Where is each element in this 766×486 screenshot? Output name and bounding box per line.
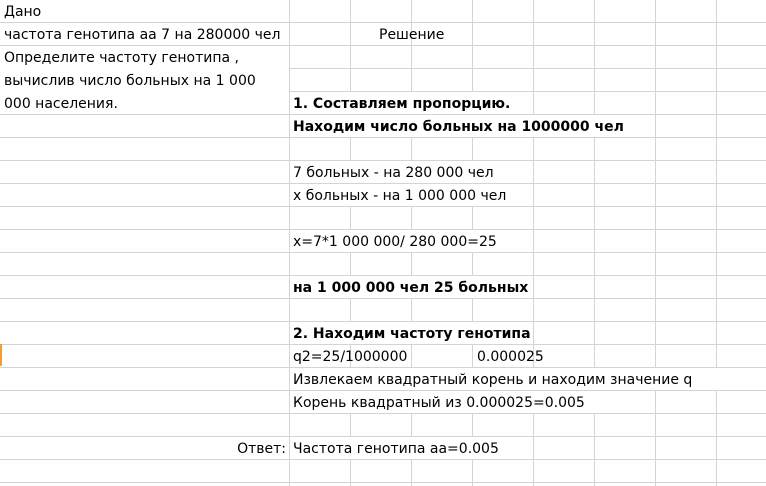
cell-task-line1[interactable]: Определите частоту генотипа , xyxy=(4,50,239,66)
gridline xyxy=(716,0,717,486)
cell-sqrt-result[interactable]: Корень квадратный из 0.000025=0.005 xyxy=(293,395,585,411)
cell-dano[interactable]: Дано xyxy=(4,4,42,20)
cell-calc[interactable]: х=7*1 000 000/ 280 000=25 xyxy=(293,234,497,250)
cell-prop-line2[interactable]: х больных - на 1 000 000 чел xyxy=(293,188,507,204)
gridline xyxy=(0,482,766,483)
cell-task-line3[interactable]: 000 населения. xyxy=(4,96,118,112)
cell-result1[interactable]: на 1 000 000 чел 25 больных xyxy=(293,280,529,296)
cell-step1-title[interactable]: 1. Составляем пропорцию. xyxy=(293,96,511,112)
cell-sqrt-text[interactable]: Извлекаем квадратный корень и находим значение q xyxy=(293,372,693,388)
cell-answer-label[interactable]: Ответ: xyxy=(237,441,286,457)
cell-q2-value[interactable]: 0.000025 xyxy=(477,349,544,365)
cell-resheniye[interactable]: Решение xyxy=(379,27,445,43)
row-selection-marker xyxy=(0,344,2,366)
cell-answer-value[interactable]: Частота генотипа аа=0.005 xyxy=(293,441,499,457)
cell-q2-formula[interactable]: q2=25/1000000 xyxy=(293,349,408,365)
cell-step1-sub[interactable]: Находим число больных на 1000000 чел xyxy=(293,119,624,135)
cell-task-line2[interactable]: вычислив число больных на 1 000 xyxy=(4,73,256,89)
gridline xyxy=(655,0,656,486)
gridline xyxy=(594,0,595,486)
cell-prop-line1[interactable]: 7 больных - на 280 000 чел xyxy=(293,165,494,181)
cell-frequency-given[interactable]: частота генотипа аа 7 на 280000 чел xyxy=(4,27,281,43)
cell-step2-title[interactable]: 2. Находим частоту генотипа xyxy=(293,326,531,342)
